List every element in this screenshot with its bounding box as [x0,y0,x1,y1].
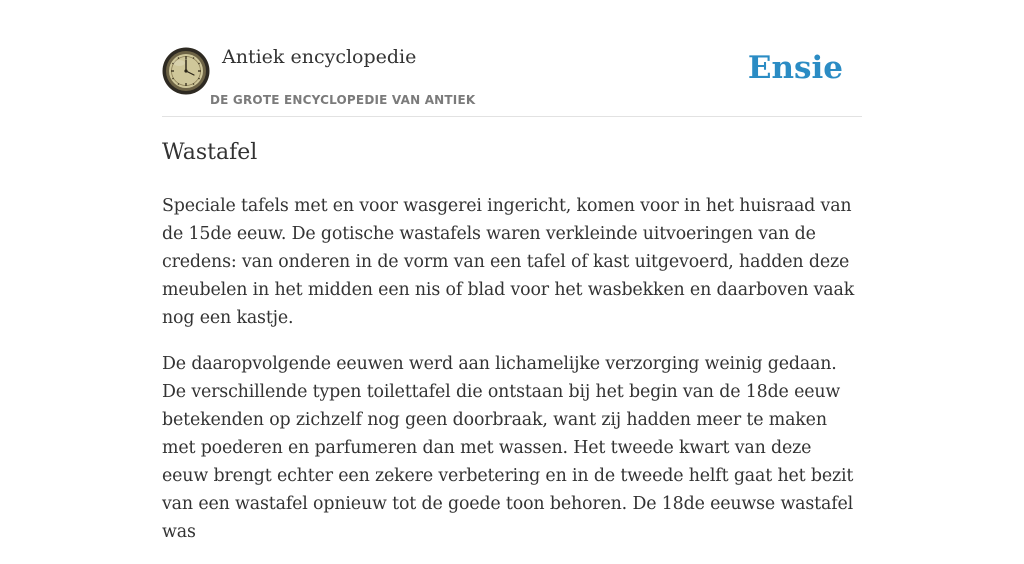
article-paragraph: De daaropvolgende eeuwen werd aan lichamelijke verzorging weinig gedaan. De verschillende typen toilettafel die ontstaan bij het begin van de 18de eeuw betekenden op zichzelf nog geen doorbraak, want zij hadden meer te maken met poederen en parfumeren dan met wassen. Het tweede kwart van deze eeuw brengt echter een zekere verbetering en in de tweede helft gaat het bezit van een wastafel opnieuw tot de goede toon behoren. De 18de eeuwse wastafel was [162,354,854,542]
article-body [162,192,862,564]
brand-logo-link[interactable]: Ensie [747,50,843,86]
antique-clock-icon[interactable] [162,47,210,95]
site-header [162,0,862,117]
article-paragraph: Speciale tafels met en voor wasgerei ingericht, komen voor in het huisraad van de 15de eeuw. De gotische wastafels waren verkleinde uitvoeringen van de credens: van onderen in de vorm van een tafel of kast uitgevoerd, hadden deze meubelen in het midden een nis of blad voor het wasbekken en daarboven vaak nog een kastje. [162,196,855,328]
site-subtitle: DE GROTE ENCYCLOPEDIE VAN ANTIEK [210,93,476,107]
site-title-link[interactable]: Antiek encyclopedie [222,46,417,68]
article-title: Wastafel [162,140,258,165]
page-container [162,0,862,542]
